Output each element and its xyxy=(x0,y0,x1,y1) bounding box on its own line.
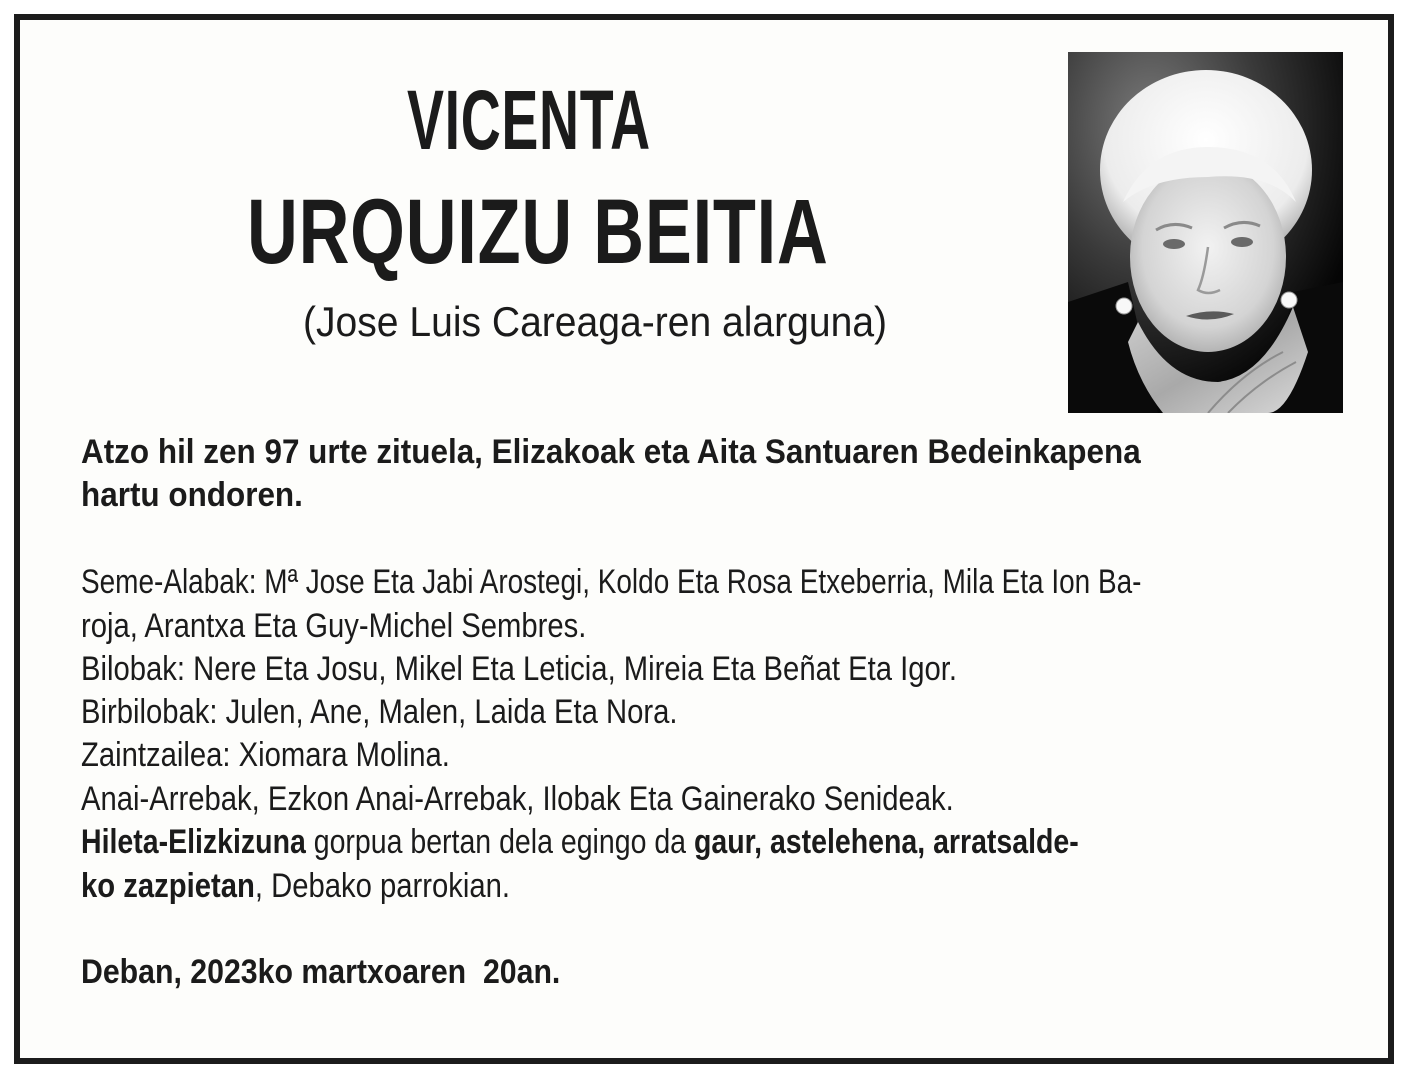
great-grandchildren-line: Birbilobak: Julen, Ane, Malen, Laida Eta Nora. xyxy=(81,693,678,731)
funeral-time-part1: gaur, astelehena, arratsalde- xyxy=(693,823,1079,861)
funeral-line2 xyxy=(81,869,510,903)
place-and-date: Deban, 2023ko martxoaren 20an. xyxy=(81,953,561,991)
funeral-time-part2: ko zazpietan xyxy=(81,867,255,905)
deceased-first-name: VICENTA xyxy=(407,73,651,167)
funeral-location: , Debako parrokian. xyxy=(254,867,511,905)
portrait-photo-icon xyxy=(1068,52,1343,413)
children-line1: Seme-Alabak: Mª Jose Eta Jabi Arostegi, Koldo Eta Rosa Etxeberria, Mila Eta Ion Ba- xyxy=(81,563,1142,601)
funeral-text: gorpua bertan dela egingo da xyxy=(305,823,694,861)
funeral-label: Hileta-Elizkizuna xyxy=(81,823,306,861)
grandchildren-line: Bilobak: Nere Eta Josu, Mikel Eta Leticia, Mireia Eta Beñat Eta Igor. xyxy=(81,650,958,688)
children-line2: roja, Arantxa Eta Guy-Michel Sembres. xyxy=(81,607,587,645)
death-announcement-line2: hartu ondoren. xyxy=(81,476,303,514)
portrait-photo xyxy=(1068,52,1343,413)
death-announcement-line1: Atzo hil zen 97 urte zituela, Elizakoak eta Aita Santuaren Bedeinkapena xyxy=(81,433,1141,471)
siblings-relatives-line: Anai-Arrebak, Ezkon Anai-Arrebak, Ilobak Eta Gainerako Senideak. xyxy=(81,780,954,818)
deceased-surnames: URQUIZU BEITIA xyxy=(247,181,829,283)
funeral-line1 xyxy=(81,825,1079,859)
caregiver-line: Zaintzailea: Xiomara Molina. xyxy=(81,736,450,774)
spouse-subtitle: (Jose Luis Careaga-ren alarguna) xyxy=(303,298,888,345)
